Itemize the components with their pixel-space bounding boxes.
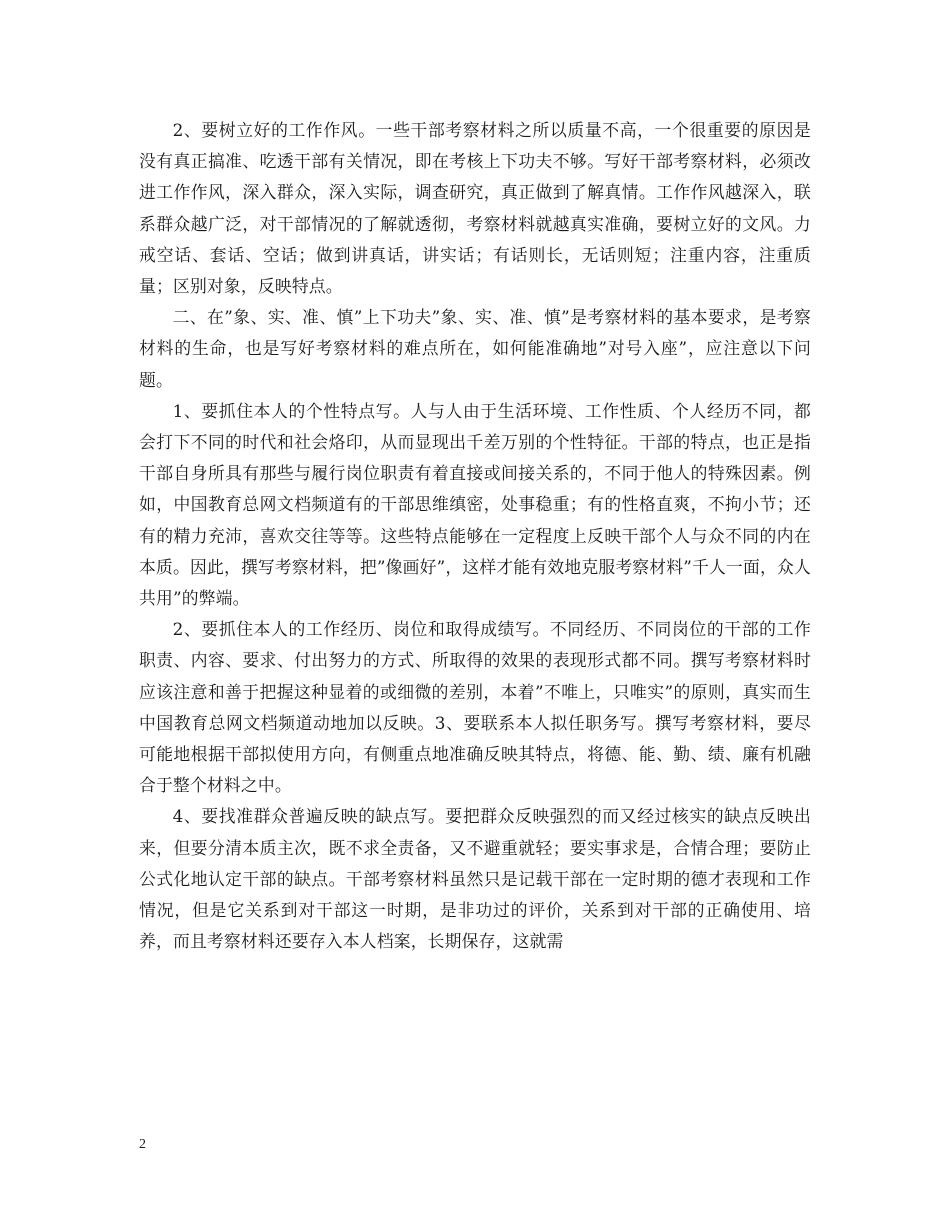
paragraph-work-style: 2、要树立好的工作作风。一些干部考察材料之所以质量不高，一个很重要的原因是没有真正搞准、吃透干部有关情况，即在考核上下功夫不够。写好干部考察材料，必须改进工作作风，深入群众，深入实际，调查研究，真正做到了解真情。工作作风越深入，联系群众越广泛，对干部情况的了解就透彻，考察材料就越真实准确，要树立好的文风。力戒空话、套话、空话；做到讲真话，讲实话；有话则长，无话则短；注重内容，注重质量；区别对象，反映特点。 <box>139 120 811 297</box>
document-body <box>139 115 811 957</box>
paragraph-work-experience: 2、要抓住本人的工作经历、岗位和取得成绩写。不同经历、不同岗位的干部的工作职责、内容、要求、付出努力的方式、所取得的效果的表现形式都不同。撰写考察材料时应该注意和善于把握这种显着的或细微的差别，本着”不唯上，只唯实”的原则，真实而生中国教育总网文档频道动地加以反映。3、要联系本人拟任职务写。撰写考察材料，要尽可能地根据干部拟使用方向，有侧重点地准确反映其特点，将德、能、勤、绩、廉有机融合于整个材料之中。 <box>139 619 811 796</box>
paragraph-personality: 1、要抓住本人的个性特点写。人与人由于生活环境、工作性质、个人经历不同，都会打下不同的时代和社会烙印，从而显现出千差万别的个性特征。干部的特点，也正是指干部自身所具有那些与履行岗位职责有着直接或间接关系的，不同于他人的特殊因素。例如，中国教育总网文档频道有的干部思维缜密，处事稳重；有的性格直爽，不拘小节；还有的精力充沛，喜欢交往等等。这些特点能够在一定程度上反映干部个人与众不同的内在本质。因此，撰写考察材料，把”像画好”，这样才能有效地克服考察材料”千人一面，众人共用”的弊端。 <box>139 400 811 609</box>
paragraph-shortcomings: 4、要找准群众普遍反映的缺点写。要把群众反映强烈的而又经过核实的缺点反映出来，但要分清本质主次，既不求全责备，又不避重就轻；要实事求是，合情合理；要防止公式化地认定干部的缺点。干部考察材料虽然只是记载干部在一定时期的德才表现和工作情况，但是它关系到对干部这一时期，是非功过的评价，关系到对干部的正确使用、培养，而且考察材料还要存入本人档案，长期保存，这就需 <box>139 806 811 952</box>
paragraph-section-two: 二、在”象、实、准、慎”上下功夫”象、实、准、慎”是考察材料的基本要求，是考察材料的生命，也是写好考察材料的难点所在，如何能准确地”对号入座”，应注意以下问题。 <box>139 307 811 390</box>
page-number: 2 <box>139 1137 146 1152</box>
